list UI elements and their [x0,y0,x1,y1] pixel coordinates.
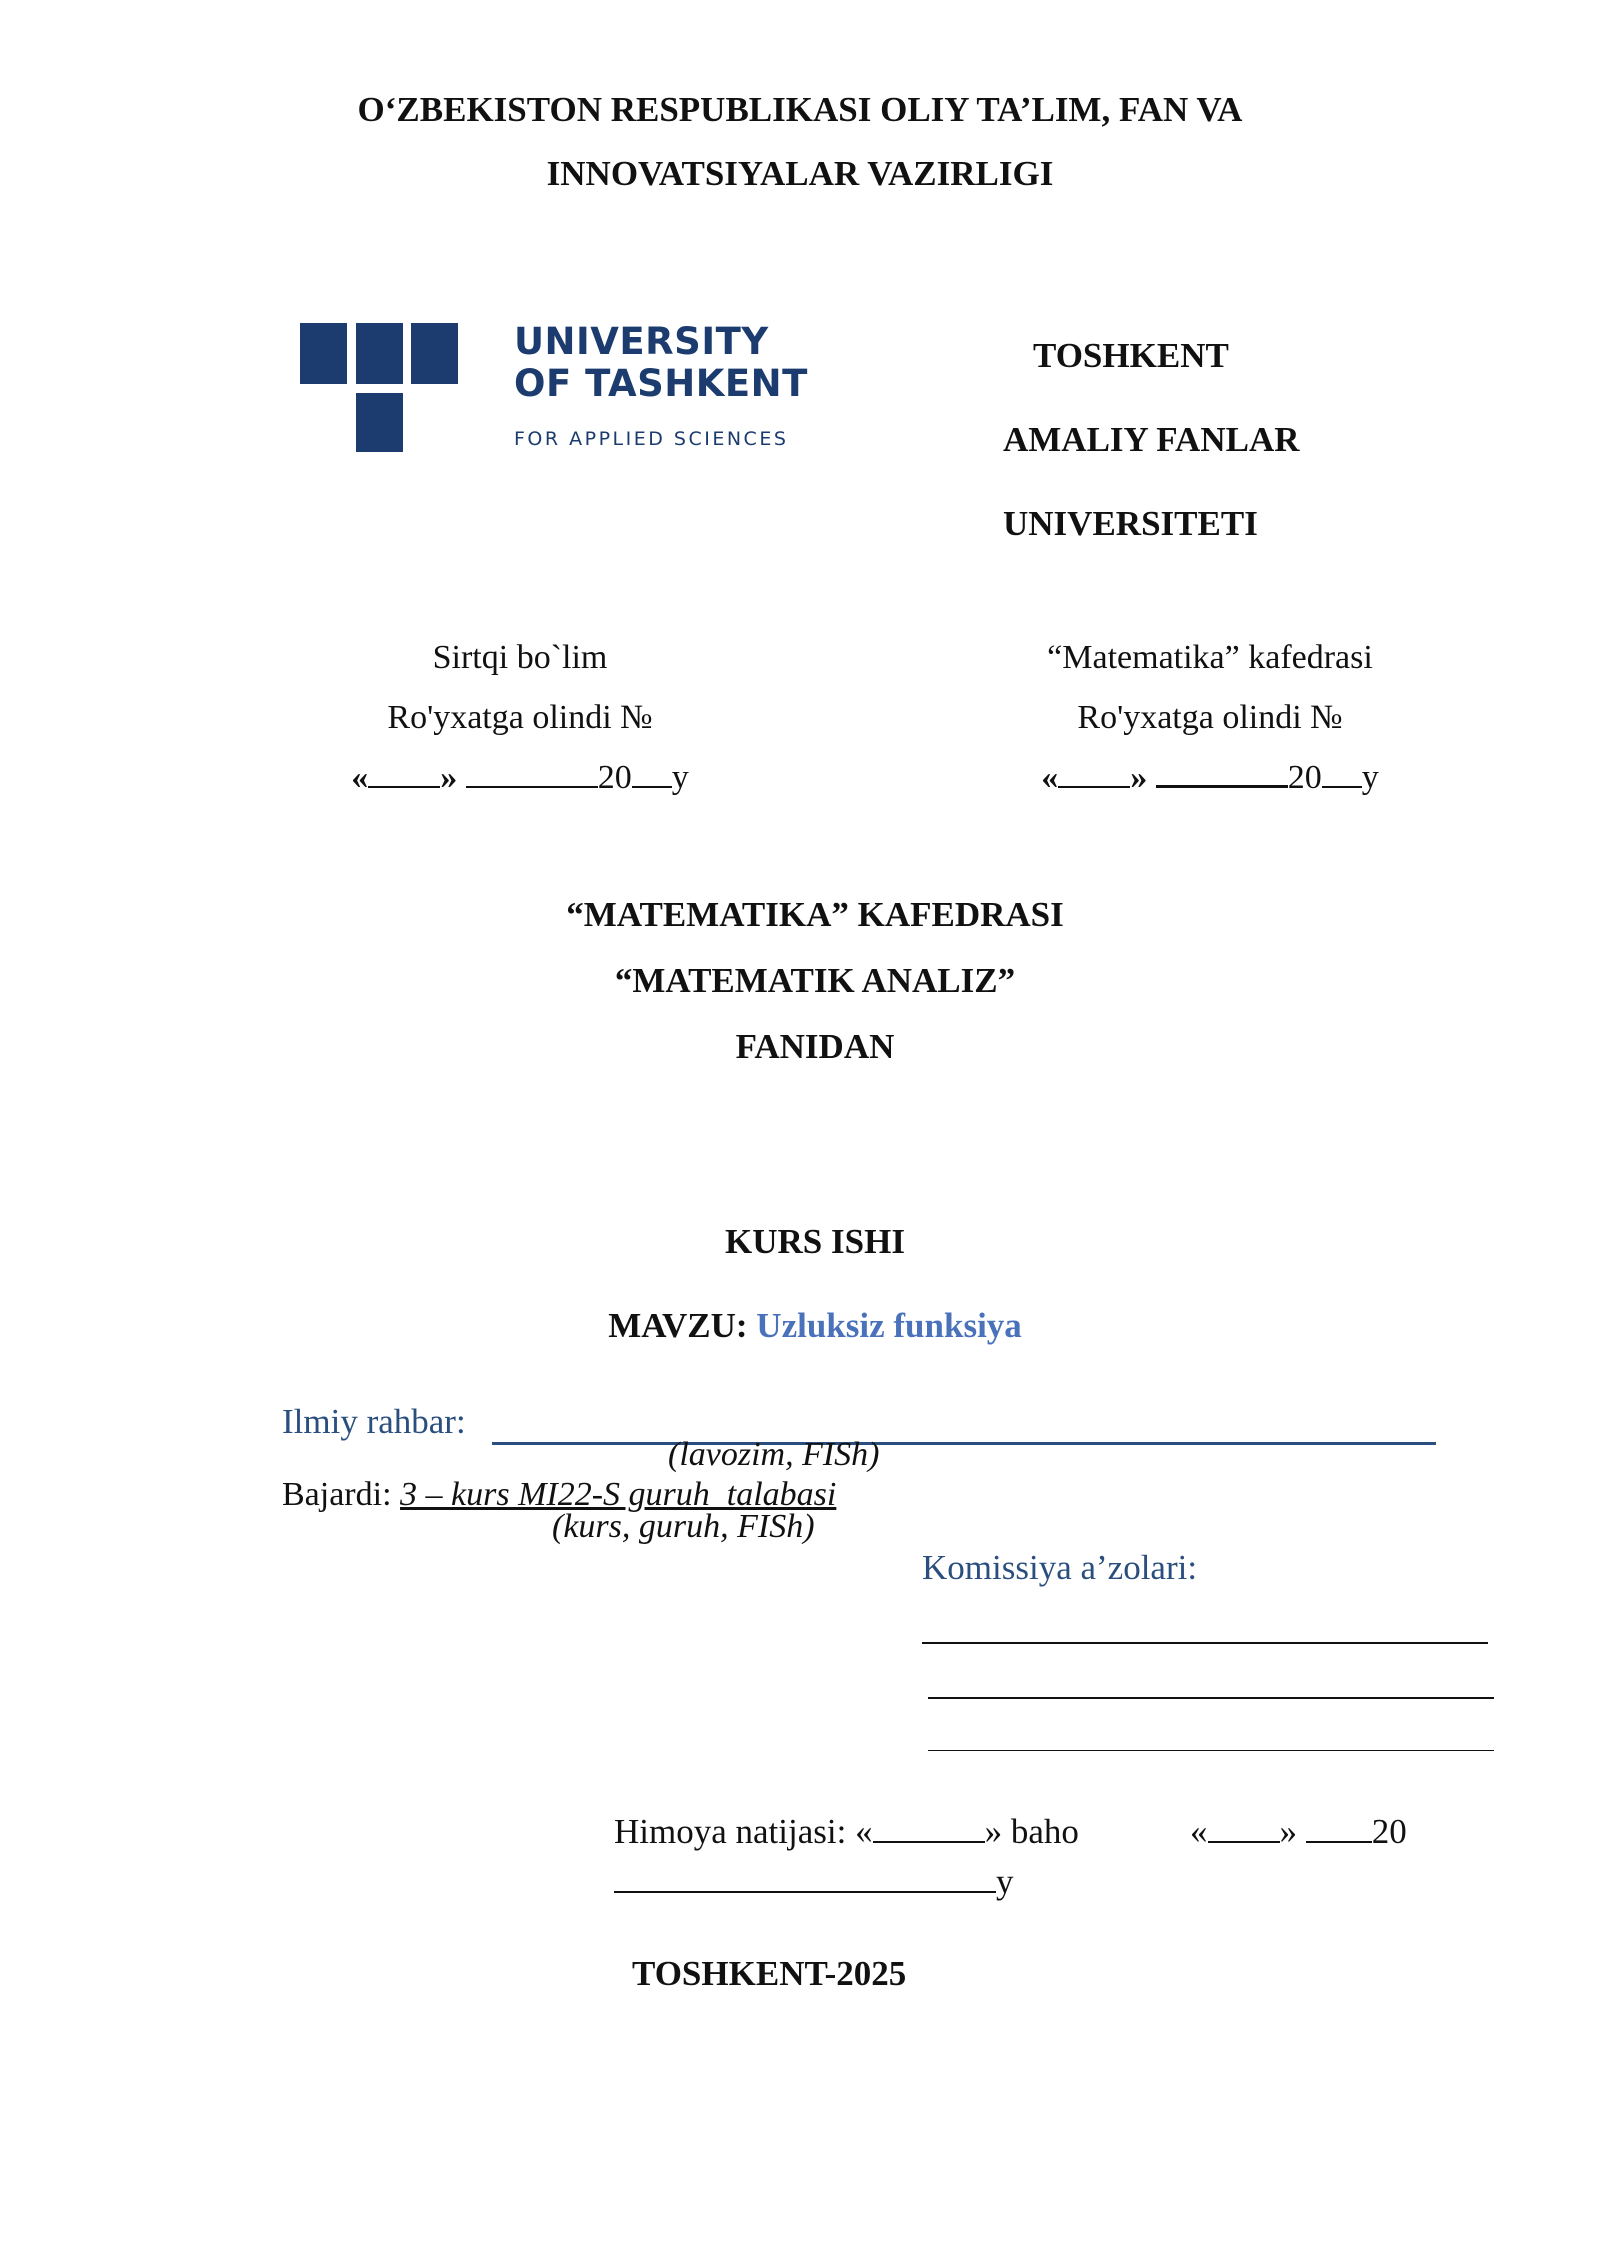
topic-line [400,1306,1230,1346]
logo-text-line-1: UNIVERSITY [514,320,769,363]
subject-line-1: “MATEMATIKA” KAFEDRASI [566,895,1064,934]
supervisor-label: Ilmiy rahbar: [282,1402,466,1441]
ministry-heading [200,78,1400,206]
university-name-line-3: UNIVERSITETI [1003,504,1258,543]
logo-square-4 [356,393,403,452]
right-dept-label: “Matematika” kafedrasi [1047,639,1373,676]
subject-heading [400,882,1230,1080]
left-date-open: « [351,759,369,796]
defense-line [614,1812,1079,1852]
left-date-close: » [440,759,458,796]
supervisor-line[interactable] [492,1442,1436,1445]
right-date-close: » [1130,759,1148,796]
left-month-blank[interactable] [466,786,598,788]
left-date-line [280,748,760,808]
right-day-blank[interactable] [1058,786,1130,788]
logo-square-3 [411,323,458,384]
left-year-blank[interactable] [632,786,672,788]
defense-year-prefix: 20 [1371,1812,1407,1851]
logo-square-1 [300,323,347,384]
left-day-blank[interactable] [368,786,440,788]
right-date-open: « [1041,759,1059,796]
right-year-suffix: y [1361,759,1379,796]
supervisor-hint: (lavozim, FISh) [668,1436,880,1473]
defense-grade-blank[interactable] [873,1841,985,1843]
defense-date-close: » [1279,1812,1297,1851]
topic-label: MAVZU: [608,1306,748,1345]
left-registration-block [280,628,760,808]
ministry-line-2: INNOVATSIYALAR VAZIRLIGI [546,154,1054,193]
performer-value: 3 – kurs MI22-S guruh talabasi [400,1476,837,1513]
work-type: KURS ISHI [725,1222,905,1261]
university-name-line-1 [1003,336,1403,376]
defense-date [1190,1812,1407,1852]
university-logo [300,320,808,460]
defense-label: Himoya natijasi: « [614,1812,873,1851]
subject-line-3: FANIDAN [735,1027,895,1066]
commission-member-line-2[interactable] [928,1697,1494,1699]
defense-mid: » baho [984,1812,1079,1851]
subject-line-2: “MATEMATIK ANALIZ” [614,961,1016,1000]
right-year-blank[interactable] [1322,786,1362,788]
defense-month-blank[interactable] [1306,1841,1372,1843]
commission-label: Komissiya a’zolari: [922,1548,1198,1587]
logo-text-line-2: OF TASHKENT [514,362,808,405]
university-name-line-2: AMALIY FANLAR [1003,420,1300,459]
commission-member-line-1[interactable] [922,1642,1488,1644]
defense-year-blank[interactable] [614,1891,996,1893]
left-year-prefix: 20 [597,759,632,796]
logo-text-line-3: FOR APPLIED SCIENCES [514,428,789,450]
left-dept-label: Sirtqi bo`lim [432,639,608,676]
university-line-1-text: TOSHKENT [1033,336,1229,375]
logo-square-2 [356,323,403,384]
defense-day-blank[interactable] [1208,1841,1280,1843]
right-registered-label: Ro'yxatga olindi № [1077,699,1343,736]
performer-label: Bajardi: [282,1476,392,1513]
defense-date-open: « [1190,1812,1208,1851]
city-year: TOSHKENT-2025 [632,1954,907,1993]
right-registration-block [970,628,1450,808]
defense-year-suffix: y [996,1862,1014,1901]
topic-value: Uzluksiz funksiya [756,1306,1022,1345]
left-year-suffix: y [671,759,689,796]
right-month-blank[interactable] [1156,785,1288,788]
commission-member-line-3[interactable] [928,1750,1494,1751]
ministry-line-1: O‘ZBEKISTON RESPUBLIKASI OLIY TA’LIM, FAN VA [357,90,1243,129]
right-date-line [970,748,1450,808]
defense-line-2 [614,1862,1014,1902]
performer-hint: (kurs, guruh, FISh) [552,1508,815,1545]
left-registered-label: Ro'yxatga olindi № [387,699,653,736]
right-year-prefix: 20 [1287,759,1322,796]
